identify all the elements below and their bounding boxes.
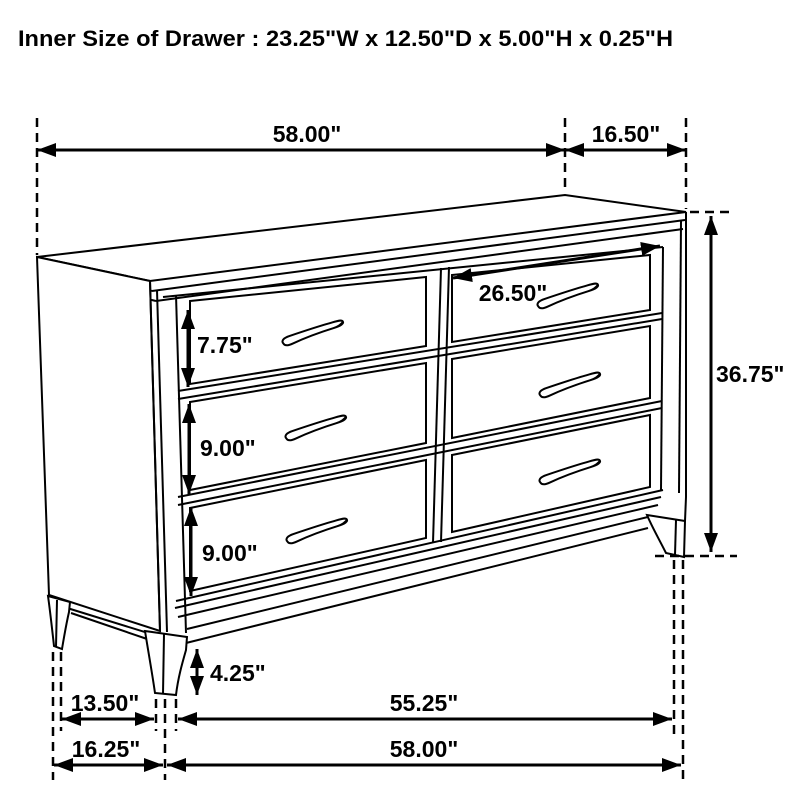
dim-middle-drawer-height-label: 9.00" <box>200 435 256 461</box>
front-left-leg-corner <box>163 634 164 694</box>
front-left-leg <box>145 631 187 695</box>
dresser-drawing <box>37 195 686 695</box>
dim-top-width <box>37 121 565 150</box>
dim-bottom-drawer-height-label: 9.00" <box>202 540 258 566</box>
back-left-leg-corner <box>56 600 57 647</box>
dim-top-depth-label: 16.50" <box>591 121 661 147</box>
front-right-leg-corner <box>675 520 676 555</box>
dresser-side-panel <box>37 257 160 631</box>
dim-bottom-width <box>167 736 681 765</box>
center-divider-line <box>433 268 441 543</box>
dim-top-drawer-height-label: 7.75" <box>197 332 253 358</box>
dim-top-width-label: 58.00" <box>272 121 342 147</box>
dim-bottom-width-label: 58.00" <box>389 736 459 762</box>
dim-bottom-front-span <box>178 690 672 719</box>
front-right-leg <box>647 515 685 557</box>
dim-bottom-depth-label: 16.25" <box>71 736 141 762</box>
front-right-bevel-line <box>679 221 681 493</box>
base-right-edge <box>685 497 686 521</box>
dim-bottom-left-span-label: 13.50" <box>70 690 140 716</box>
dim-bottom-depth <box>54 736 163 765</box>
dim-bottom-front-span-label: 55.25" <box>389 690 459 716</box>
center-divider-line <box>441 267 449 542</box>
left-stile-line <box>176 295 186 633</box>
dim-overall-height <box>711 216 784 552</box>
back-left-leg <box>48 596 70 649</box>
dim-leg-height-label: 4.25" <box>210 660 266 686</box>
dim-overall-height-label: 36.75" <box>716 361 785 387</box>
dim-top-depth <box>565 121 686 150</box>
dim-drawer-opening-width-label: 26.50" <box>478 280 548 306</box>
page-title: Inner Size of Drawer : 23.25"W x 12.50"D x 5.00"H x 0.25"H <box>18 26 673 51</box>
dim-bottom-left-span <box>62 690 154 719</box>
dim-leg-height <box>197 649 266 695</box>
right-stile-line <box>661 247 663 490</box>
